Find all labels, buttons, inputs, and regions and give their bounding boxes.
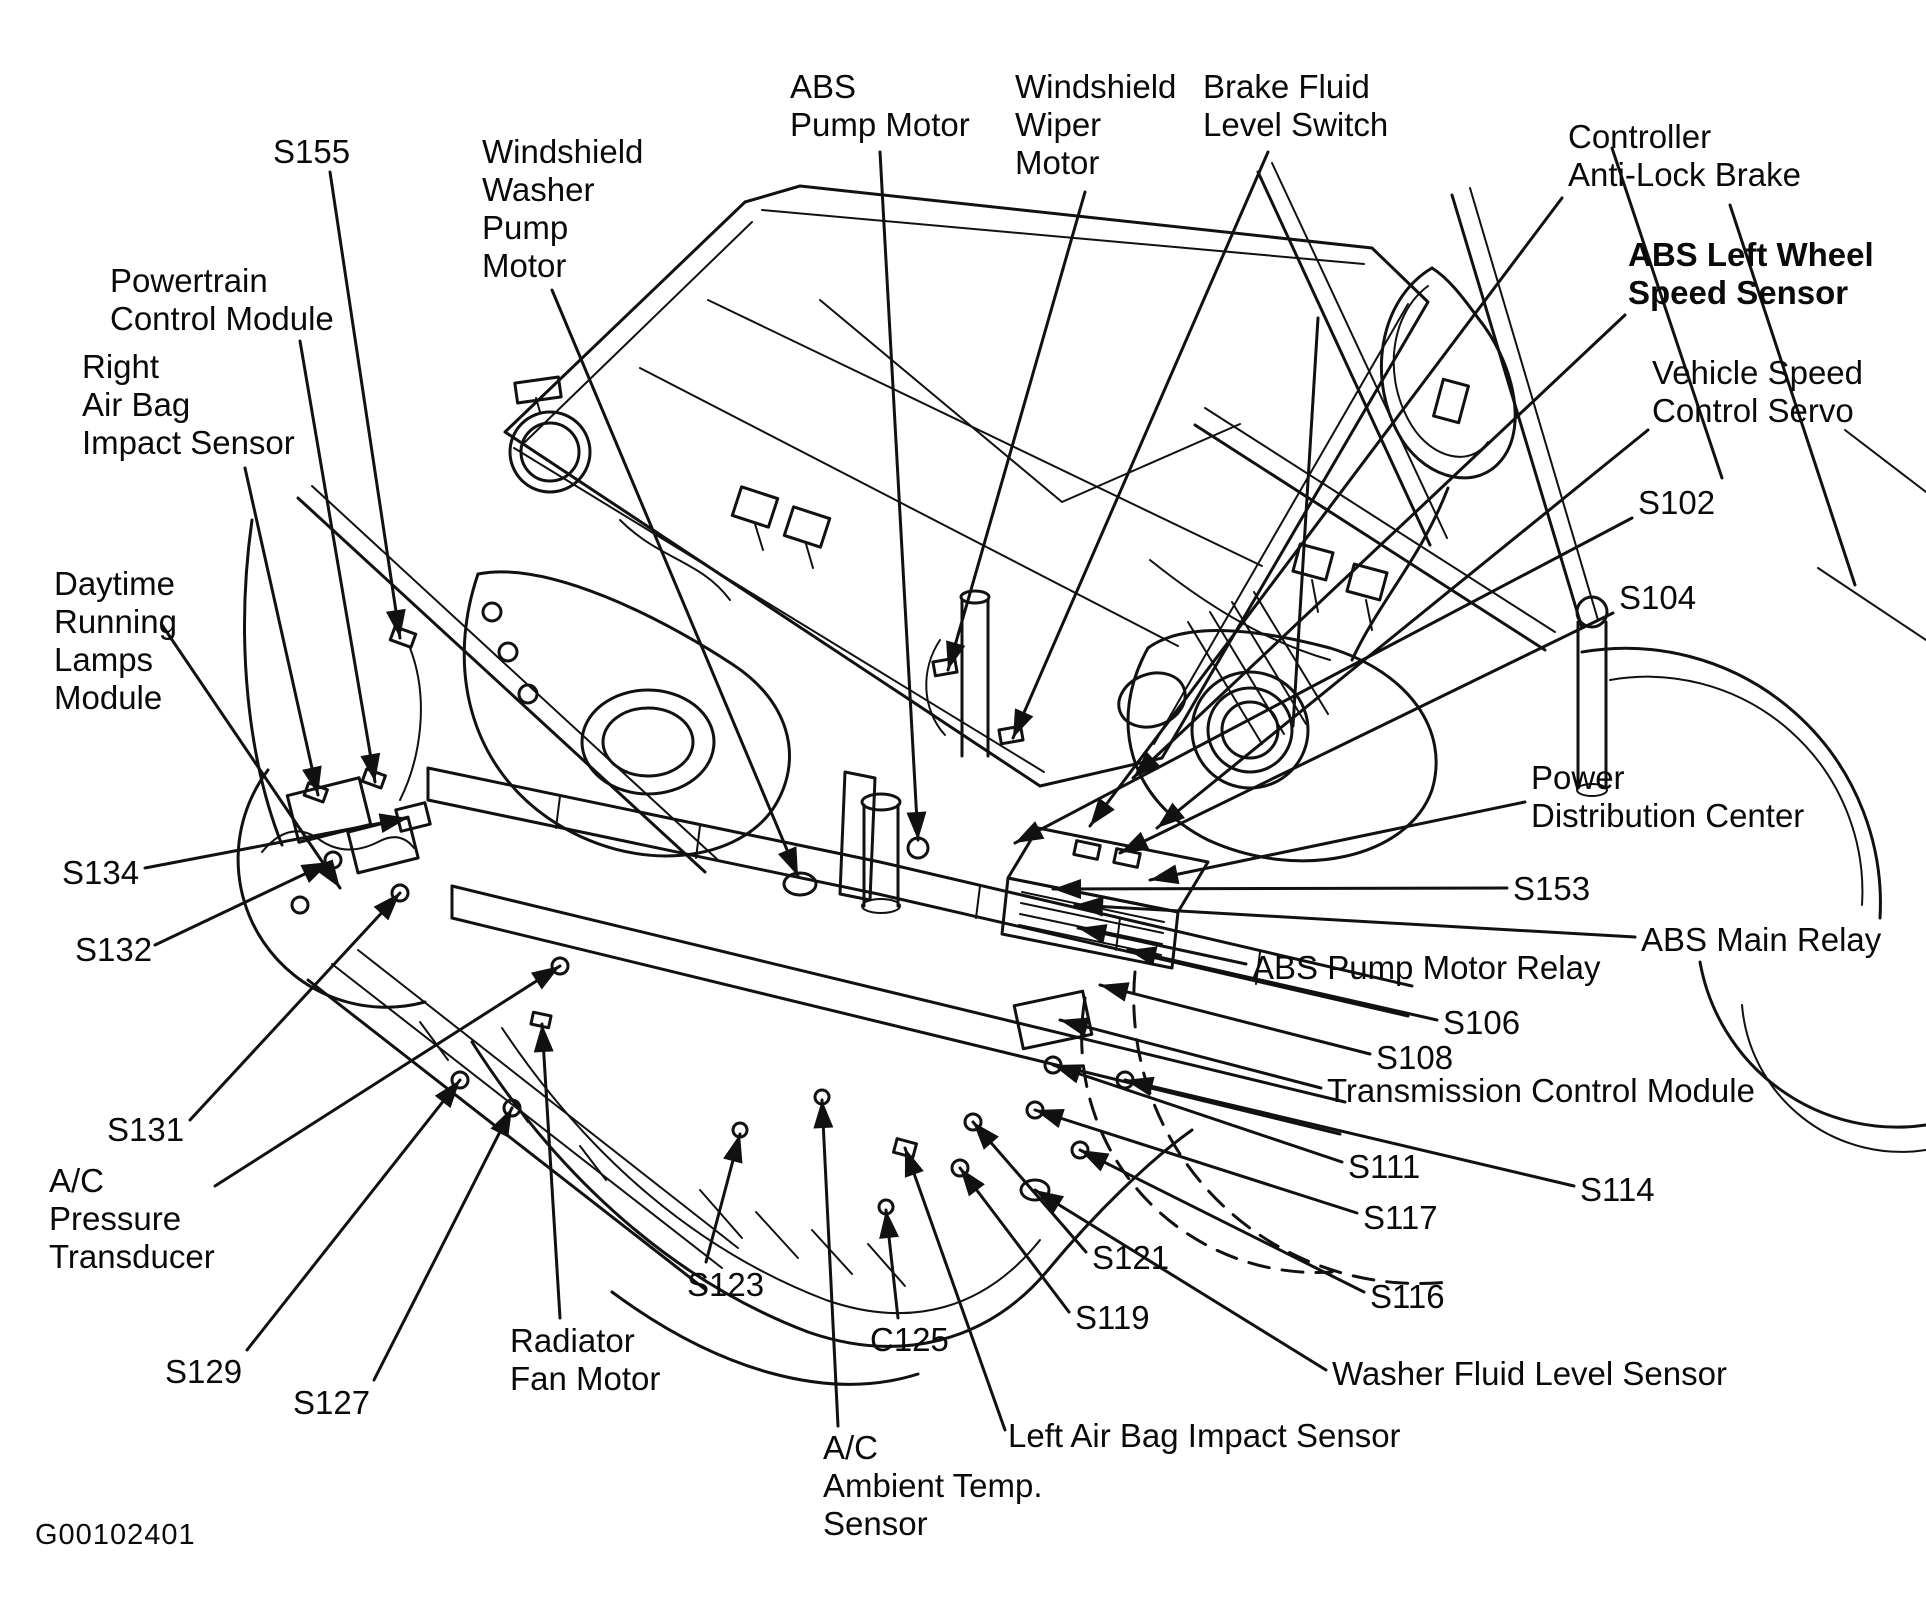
callout-line: Sensor	[823, 1505, 928, 1542]
battery-and-drl-cluster	[262, 778, 430, 913]
callout-line: A/C	[823, 1429, 879, 1466]
callout-c125-label	[870, 1321, 949, 1359]
callout-line: S123	[687, 1266, 765, 1303]
callout-line: Pump Motor	[790, 106, 970, 143]
callout-line: S104	[1619, 579, 1697, 616]
callout-washer-fluid-level-sensor-label	[1332, 1355, 1727, 1393]
callout-daytime-running-lamps-module-label	[54, 565, 177, 717]
callout-abs-pump-motor-relay-label	[1252, 949, 1600, 987]
callout-abs-pump-motor-arrowhead	[906, 811, 926, 840]
callout-abs-pump-motor-label	[790, 68, 970, 144]
callout-left-air-bag-impact-sensor-label	[1008, 1417, 1401, 1455]
callout-s123-label	[687, 1266, 764, 1304]
callout-leaders	[145, 152, 1648, 1430]
callout-line: S114	[1580, 1171, 1655, 1208]
callout-line: Controller	[1568, 118, 1712, 155]
callout-s114-label	[1580, 1171, 1655, 1209]
callout-line: S108	[1376, 1039, 1454, 1076]
callout-s117-arrowhead	[1035, 1109, 1065, 1128]
callout-s111-leader	[1053, 1065, 1342, 1162]
callout-s131-label	[107, 1111, 184, 1149]
callout-line: Transmission Control Module	[1327, 1072, 1755, 1109]
callout-s155-leader	[330, 172, 400, 638]
component-connectors	[304, 627, 1133, 1214]
callout-line: S129	[165, 1353, 243, 1390]
callout-abs-left-wheel-speed-sensor-label	[1628, 236, 1874, 312]
callout-radiator-fan-motor-label	[510, 1322, 660, 1398]
callout-power-distribution-center-leader	[1150, 802, 1525, 880]
callout-line: Lamps	[54, 641, 154, 678]
callout-controller-anti-lock-brake-leader	[1090, 198, 1562, 826]
callout-line: Windshield	[482, 133, 644, 170]
callout-radiator-fan-motor-leader	[542, 1024, 560, 1318]
callout-line: Motor	[482, 247, 567, 284]
callout-powertrain-control-module-label	[110, 262, 334, 338]
callout-line: Vehicle Speed	[1652, 354, 1864, 391]
callout-line: Motor	[1015, 144, 1100, 181]
callout-line: S132	[75, 931, 153, 968]
callout-line: Pump	[482, 209, 569, 246]
callout-power-distribution-center-arrowhead	[1150, 865, 1179, 885]
callout-windshield-wiper-motor-label	[1015, 68, 1176, 182]
callout-windshield-wiper-motor-leader	[948, 192, 1085, 670]
figure-id: G00102401	[35, 1519, 196, 1551]
callout-s119-label	[1075, 1299, 1150, 1337]
callout-line: Distribution Center	[1531, 797, 1805, 834]
callout-line: Left Air Bag Impact Sensor	[1008, 1417, 1401, 1454]
callout-power-distribution-center-label	[1531, 759, 1804, 835]
callout-s132-leader	[155, 862, 330, 945]
callout-line: S106	[1443, 1004, 1521, 1041]
callout-left-air-bag-impact-sensor-leader	[905, 1148, 1005, 1430]
callout-ac-pressure-transducer-leader	[215, 966, 560, 1186]
callout-ac-pressure-transducer-label	[49, 1162, 215, 1276]
callout-s116-arrowhead	[1080, 1150, 1110, 1171]
callout-s119-arrowhead	[960, 1168, 985, 1196]
callout-brake-fluid-level-switch-leader	[1013, 152, 1268, 738]
callout-line: Radiator	[510, 1322, 635, 1359]
callout-line: ABS Left Wheel	[1628, 236, 1874, 273]
left-fender	[238, 486, 718, 1007]
callout-windshield-washer-pump-motor-label	[482, 133, 643, 285]
callout-s132-label	[75, 931, 152, 969]
callout-s153-label	[1513, 870, 1590, 908]
callout-line: Windshield	[1015, 68, 1177, 105]
callout-s153-leader	[1053, 888, 1507, 889]
callout-abs-main-relay-label	[1641, 921, 1881, 959]
callout-s116-label	[1370, 1278, 1445, 1316]
callout-ac-ambient-temp-sensor-leader	[822, 1100, 838, 1426]
left-headlamp	[464, 377, 829, 856]
callout-line: Daytime	[54, 565, 176, 602]
callout-line: S121	[1092, 1239, 1170, 1276]
callout-line: Wiper	[1015, 106, 1102, 143]
callout-line: A/C	[49, 1162, 105, 1199]
callout-s111-arrowhead	[1053, 1064, 1083, 1083]
callout-line: Air Bag	[82, 386, 191, 423]
callout-s129-label	[165, 1353, 242, 1391]
callout-right-air-bag-impact-sensor-label	[82, 348, 295, 462]
callout-s104-label	[1619, 579, 1696, 617]
callout-s104-arrowhead	[1120, 832, 1150, 853]
callout-s155-label	[273, 133, 350, 171]
callout-washer-fluid-level-sensor-leader	[1035, 1190, 1326, 1370]
callout-line: Running	[54, 603, 177, 640]
callout-line: S119	[1075, 1299, 1150, 1336]
callout-line: S102	[1638, 484, 1716, 521]
callout-s134-leader	[145, 818, 408, 868]
callout-abs-main-relay-arrowhead	[1075, 897, 1104, 917]
callout-line: ABS Pump Motor Relay	[1252, 949, 1601, 986]
callout-line: Washer	[482, 171, 595, 208]
callout-line: Right	[82, 348, 160, 385]
callout-ac-pressure-transducer-arrowhead	[531, 966, 560, 989]
callout-s155-arrowhead	[386, 609, 406, 638]
callout-line: Control Module	[110, 300, 334, 337]
callout-line: Pressure	[49, 1200, 182, 1237]
callout-windshield-washer-pump-motor-arrowhead	[778, 846, 798, 876]
callout-s129-leader	[247, 1080, 460, 1350]
hose-hatching	[400, 520, 1330, 800]
callout-s134-label	[62, 854, 139, 892]
callout-line: Washer Fluid Level Sensor	[1332, 1355, 1727, 1392]
callout-line: Transducer	[49, 1238, 215, 1275]
callout-brake-fluid-level-switch-label	[1203, 68, 1388, 144]
callout-ac-ambient-temp-sensor-label	[823, 1429, 1043, 1543]
callout-ac-ambient-temp-sensor-arrowhead	[813, 1100, 833, 1128]
callout-s108-arrowhead	[1100, 982, 1130, 1001]
callout-line: Anti-Lock Brake	[1568, 156, 1801, 193]
callout-line: Impact Sensor	[82, 424, 295, 461]
callout-vehicle-speed-control-servo-label	[1652, 354, 1863, 430]
callout-line: Power	[1531, 759, 1625, 796]
callout-s102-arrowhead	[1015, 821, 1044, 843]
callout-line: Module	[54, 679, 163, 716]
callout-s102-label	[1638, 484, 1715, 522]
callout-radiator-fan-motor-arrowhead	[534, 1024, 554, 1053]
callout-controller-anti-lock-brake-label	[1568, 118, 1801, 194]
callout-line: S131	[107, 1111, 185, 1148]
callout-line: Fan Motor	[510, 1360, 661, 1397]
callout-line: S155	[273, 133, 351, 170]
callout-line: Control Servo	[1652, 392, 1854, 429]
callout-line: ABS	[790, 68, 857, 105]
callout-line: C125	[870, 1321, 949, 1358]
callout-line: S153	[1513, 870, 1591, 907]
callout-line: S111	[1348, 1148, 1421, 1185]
callout-s106-label	[1443, 1004, 1520, 1042]
callout-s121-label	[1092, 1239, 1169, 1277]
callout-line: ABS Main Relay	[1641, 921, 1882, 958]
callout-line: S116	[1370, 1278, 1445, 1315]
callout-line: S134	[62, 854, 140, 891]
callout-line: S127	[293, 1384, 371, 1421]
callout-line: Speed Sensor	[1628, 274, 1849, 311]
callout-s127-label	[293, 1384, 370, 1422]
callout-s153-arrowhead	[1053, 879, 1081, 899]
callout-line: Ambient Temp.	[823, 1467, 1043, 1504]
frame-rails	[308, 950, 738, 1290]
callout-s123-arrowhead	[723, 1134, 742, 1164]
callout-powertrain-control-module-leader	[300, 341, 375, 782]
callout-s111-label	[1348, 1148, 1420, 1186]
callout-line: Brake Fluid	[1203, 68, 1370, 105]
callout-line: Level Switch	[1203, 106, 1389, 143]
callout-s127-leader	[374, 1108, 512, 1380]
callout-s117-label	[1363, 1199, 1438, 1237]
callout-line: Powertrain	[110, 262, 268, 299]
callout-line: S117	[1363, 1199, 1438, 1236]
callout-transmission-control-module-label	[1327, 1072, 1755, 1110]
